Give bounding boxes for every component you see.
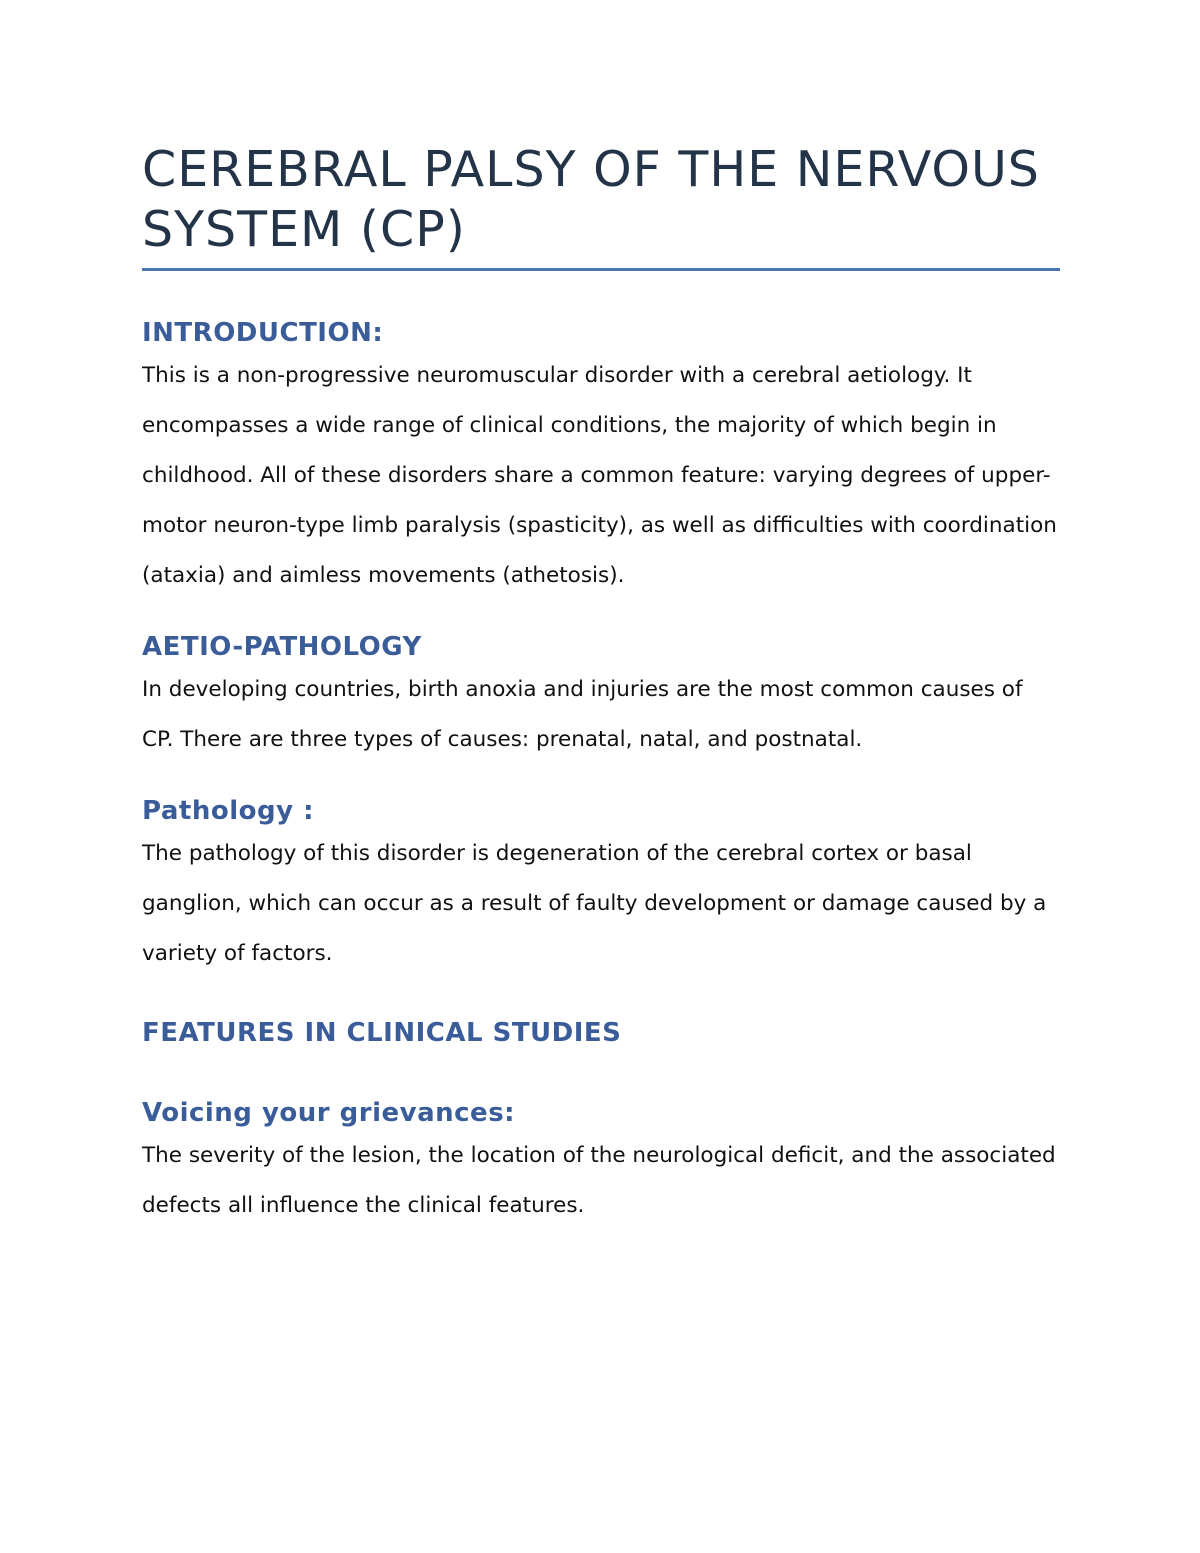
title-divider xyxy=(142,268,1060,271)
heading-voicing-grievances: Voicing your grievances: xyxy=(142,1098,516,1128)
paragraph-voicing-grievances: The severity of the lesion, the location of the neurological deficit, and the associated defects all influence the clinical features. xyxy=(142,1143,1056,1218)
paragraph-aetio-pathology: In developing countries, birth anoxia and injuries are the most common causes of CP. There are three types of causes: prenatal, natal, and postnatal. xyxy=(142,677,1023,752)
heading-features-clinical-studies: FEATURES IN CLINICAL STUDIES xyxy=(142,1018,622,1048)
heading-pathology: Pathology : xyxy=(142,796,314,826)
paragraph-pathology: The pathology of this disorder is degeneration of the cerebral cortex or basal ganglion, which can occur as a result of faulty development or damage caused by a variety of factors. xyxy=(142,841,1047,966)
heading-introduction: INTRODUCTION: xyxy=(142,318,384,348)
document-content xyxy=(142,140,1060,1231)
heading-aetio-pathology: AETIO-PATHOLOGY xyxy=(142,632,422,662)
paragraph-introduction: This is a non-progressive neuromuscular disorder with a cerebral aetiology. It encompasses a wide range of clinical conditions, the majority of which begin in childhood. All of these disorders share a common feature: varying degrees of upper-motor neuron-type limb paralysis (spasticity), as well as difficulties with coordination (ataxia) and aimless movements (athetosis). xyxy=(142,363,1057,588)
document-title: CEREBRAL PALSY OF THE NERVOUS SYSTEM (CP) xyxy=(142,141,1040,258)
